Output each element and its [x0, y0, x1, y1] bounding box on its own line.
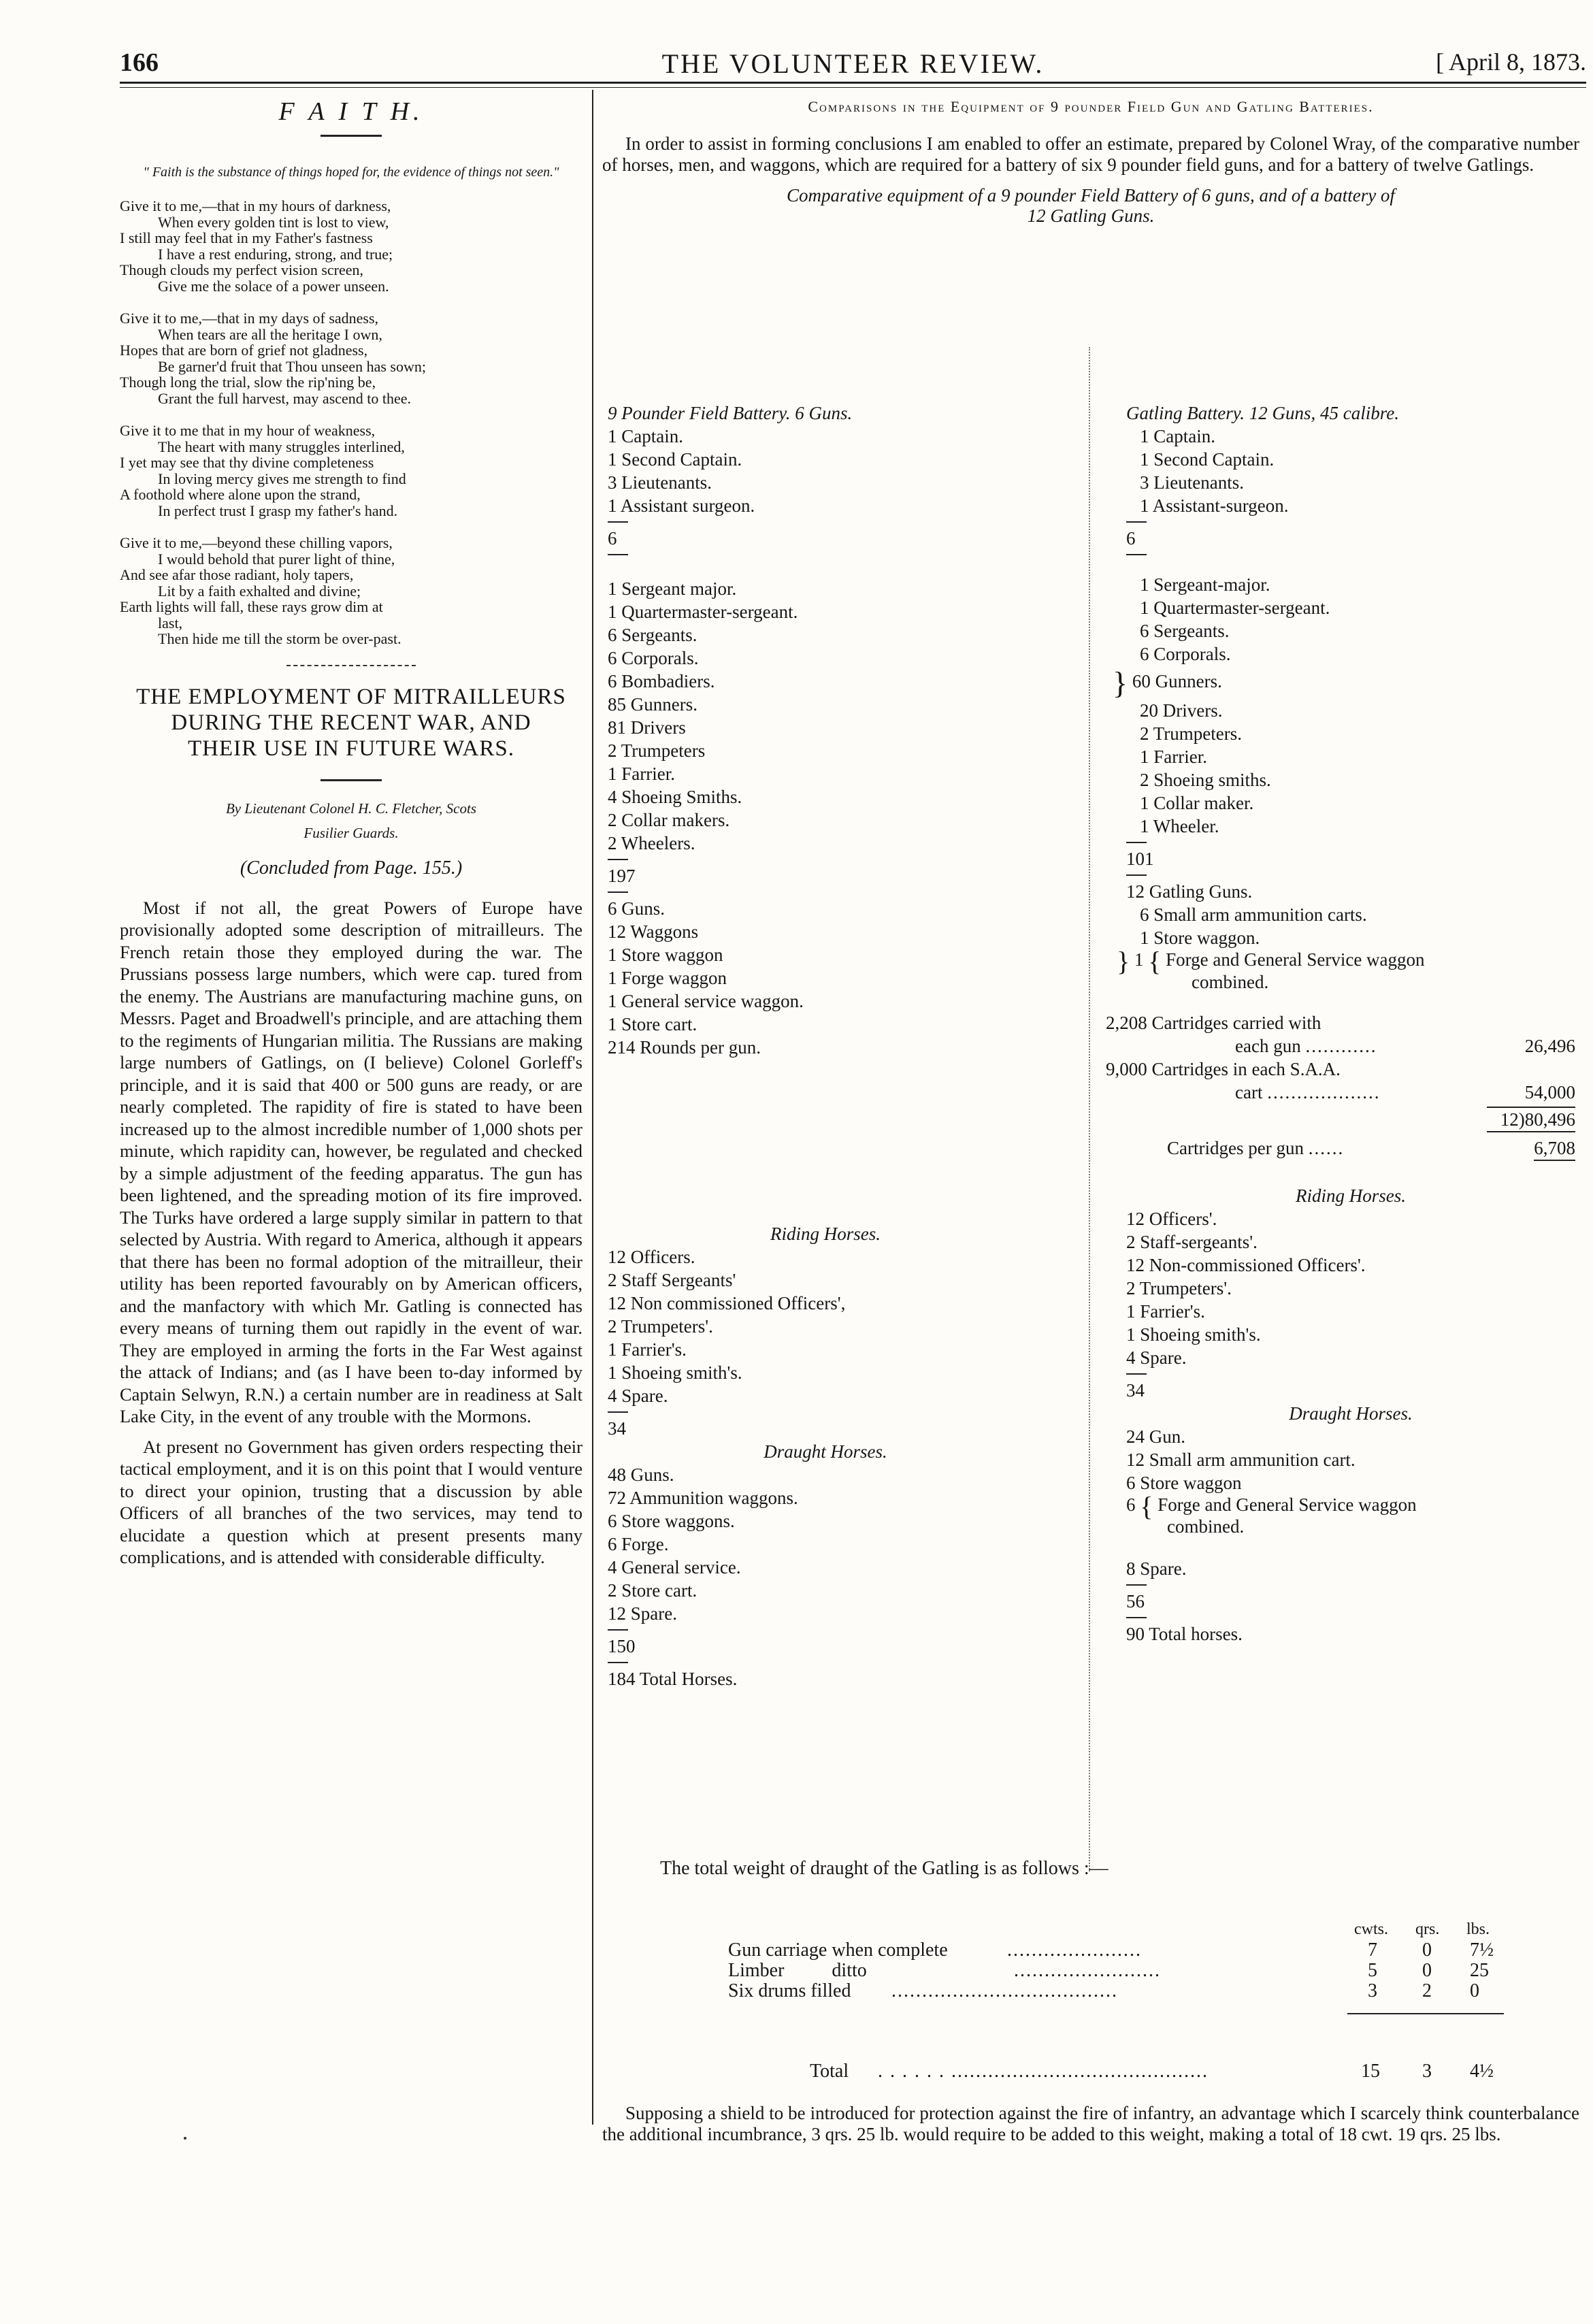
article-paragraph: At present no Government has given orders respecting their tactical employment, and it is on this point that I would venture to direct your opinion, trusting that a discussion by able Officers of all branches of the two services, may tend to elucidate a question which at present presents many complications, and is attended with considerable difficulty.: [120, 1436, 582, 1567]
list-item: 12 Non-commissioned Officers'.: [1126, 1254, 1366, 1275]
section-title: Comparisons in the Equipment of 9 pounder Field Gun and Gatling Batteries.: [808, 98, 1374, 115]
poem-line: Hopes that are born of grief not gladness,: [120, 342, 368, 359]
cartridge-label: Cartridges in each S.A.A.: [1151, 1058, 1341, 1079]
weight-row-label: Gun carriage when complete: [728, 1940, 948, 1961]
list-item: 12 Spare.: [608, 1603, 677, 1624]
sum-rule: [1487, 1131, 1575, 1132]
list-item: 2 Wheelers.: [608, 833, 695, 853]
left-column: [120, 88, 582, 1569]
poem-line: And see afar those radiant, holy tapers,: [120, 566, 354, 583]
sum-rule: [608, 1629, 628, 1631]
total-horses: 184 Total Horses.: [608, 1669, 738, 1689]
list-item: 2 Trumpeters: [608, 740, 706, 761]
list-item: 1 Second Captain.: [608, 449, 742, 470]
field-battery-heading: 9 Pounder Field Battery. 6 Guns.: [608, 403, 853, 423]
per-gun-row: [1126, 1136, 1575, 1160]
weight-sum-rule: [1347, 2013, 1504, 2014]
list-item: 12 Officers.: [608, 1247, 695, 1267]
list-item: 1 Forge waggon: [608, 968, 727, 988]
list-item: 1 Captain.: [608, 426, 683, 446]
draught-total: 150: [608, 1636, 636, 1656]
list-item: 8 Spare.: [1126, 1558, 1187, 1580]
weight-qrs: 0: [1422, 1940, 1432, 1961]
poem-line: I yet may see that thy divine completeness: [120, 454, 374, 471]
poem-title: F A I T H.: [278, 97, 424, 126]
article-title-line: THEIR USE IN FUTURE WARS.: [188, 736, 514, 761]
list-item: 6 Corporals.: [608, 648, 699, 668]
cartridge-sum: 12)80,496: [1500, 1109, 1575, 1130]
sum-rule: [1126, 874, 1147, 876]
poem-line: Grant the full harvest, may ascend to thee.: [158, 389, 412, 407]
list-item: 1 Wheeler.: [1140, 815, 1219, 836]
cartridge-row: [1106, 1058, 1575, 1081]
draught-horses-heading: Draught Horses.: [763, 1441, 887, 1462]
list-item: 6 Guns.: [608, 898, 666, 919]
draught-forge-row: [1126, 1490, 1575, 1537]
men-total: 101: [1126, 848, 1154, 869]
gunners-label: 60 Gunners.: [1132, 671, 1222, 691]
poem-line: last,: [158, 614, 183, 632]
sum-rule: [1126, 521, 1147, 523]
sum-rule: [1126, 554, 1147, 555]
list-item: 1 Store waggon: [608, 945, 723, 965]
header-rule-bottom: [120, 87, 1586, 88]
subtitle-line: Comparative equipment of a 9 pounder Field Battery of 6 guns, and of a battery of: [787, 185, 1395, 206]
poem-line: Then hide me till the storm be over-past.: [158, 630, 401, 647]
sum-rule: [608, 554, 628, 555]
list-item: 2 Shoeing smiths.: [1140, 769, 1271, 790]
leader-dots: ............: [1305, 1035, 1377, 1056]
cartridge-label-2: each gun: [1235, 1035, 1301, 1056]
brace-icon: }: [1113, 665, 1128, 700]
list-item: 81 Drivers: [608, 717, 686, 738]
leader-dots: ...................: [1267, 1081, 1381, 1102]
list-item: 1 Second Captain.: [1140, 449, 1275, 470]
poem-line: In perfect trust I grasp my father's hand.: [158, 502, 398, 519]
list-item: 72 Ammunition waggons.: [608, 1488, 798, 1508]
article-title-line: DURING THE RECENT WAR, AND: [171, 710, 531, 735]
per-gun-value: 6,708: [1534, 1136, 1575, 1161]
weight-table: [660, 1858, 1565, 2089]
poem-line: When tears are all the heritage I own,: [158, 325, 382, 343]
header-rule-top: [120, 82, 1586, 84]
weight-total-label: Total: [810, 2061, 849, 2082]
poem-line: When every golden tint is lost to view,: [158, 213, 389, 231]
poem-line: I would behold that purer light of thine,: [158, 550, 395, 568]
list-item: 6 Store waggon: [1126, 1472, 1242, 1493]
list-item: 1 Captain.: [1140, 426, 1215, 446]
table-subtitle: [602, 185, 1579, 226]
brace-icon: {: [1140, 1490, 1153, 1522]
riding-total: 34: [1126, 1379, 1145, 1401]
list-item: 3 Lieutenants.: [1140, 472, 1244, 493]
men-total: 197: [608, 866, 636, 886]
field-battery-column: [608, 402, 1043, 1690]
list-item: 1 Assistant-surgeon.: [1140, 495, 1289, 516]
table-center-divider: [1089, 347, 1090, 1871]
leader-dots: ......: [1308, 1137, 1345, 1158]
draught-forge-label: Forge and General Service waggon: [1157, 1494, 1417, 1515]
list-item: 214 Rounds per gun.: [608, 1037, 761, 1058]
weight-cwts: 7: [1368, 1940, 1377, 1961]
poem-line: Earth lights will fall, these rays grow dim at: [120, 598, 383, 615]
cartridge-qty: 9,000: [1106, 1058, 1147, 1079]
list-item: 3 Lieutenants.: [608, 472, 712, 493]
poem-epigraph: " Faith is the substance of things hoped for, the evidence of things not seen.": [143, 165, 559, 180]
weight-header-lbs: lbs.: [1466, 1920, 1490, 1938]
list-item: 1 Collar maker.: [1140, 792, 1254, 813]
brace-icon: {: [1148, 945, 1162, 977]
article-byline: [120, 796, 582, 845]
weight-qrs: 2: [1422, 1980, 1432, 2001]
cartridge-value: 26,496: [1524, 1035, 1575, 1056]
list-item: 1 Store cart.: [608, 1014, 697, 1034]
cartridge-qty: 2,208: [1106, 1012, 1147, 1033]
list-item: 1 Farrier.: [608, 764, 675, 784]
sum-rule: [608, 521, 628, 523]
cartridge-value: 54,000: [1524, 1081, 1575, 1102]
sum-rule: [1126, 842, 1147, 843]
continued-note: (Concluded from Page. 155.): [240, 857, 463, 879]
list-item: 48 Guns.: [608, 1464, 674, 1485]
poem-line: Be garner'd fruit that Thou unseen has sown;: [158, 357, 426, 375]
article-title: [120, 684, 582, 762]
poem-line: Give it to me,—that in my days of sadness,: [120, 310, 379, 327]
list-item: 1 Sergeant-major.: [1140, 574, 1270, 595]
weight-qrs: 0: [1422, 1960, 1432, 1981]
weight-total-lbs: 4½: [1470, 2061, 1494, 2082]
ornament-divider: [286, 665, 416, 666]
cartridge-row: [1106, 1011, 1575, 1034]
riding-horses-heading: Riding Horses.: [1296, 1185, 1406, 1206]
list-item: 24 Gun.: [1126, 1426, 1185, 1447]
poem-line: Though clouds my perfect vision screen,: [120, 261, 364, 278]
right-column: [602, 88, 1579, 2144]
weight-intro: The total weight of draught of the Gatling is as follows :—: [660, 1858, 1108, 1879]
poem-line: Lit by a faith exhalted and divine;: [158, 582, 361, 600]
list-item: 2 Trumpeters'.: [608, 1316, 713, 1337]
list-item: 2 Trumpeters.: [1140, 723, 1243, 744]
list-item: 6 Forge.: [608, 1534, 669, 1554]
list-item: 6 Small arm ammunition carts.: [1140, 904, 1367, 925]
riding-total: 34: [608, 1418, 626, 1439]
poem-line: Give it to me,—that in my hours of darkness,: [120, 197, 391, 214]
list-item: 85 Gunners.: [608, 694, 697, 715]
cartridge-label-2: cart: [1235, 1081, 1263, 1102]
forge-label: Forge and General Service waggon: [1166, 949, 1425, 970]
poem-title-rule: [321, 135, 382, 137]
list-item: 4 General service.: [608, 1557, 741, 1577]
list-item: 1 Shoeing smith's.: [608, 1362, 742, 1383]
cartridge-row-cont: [1126, 1081, 1575, 1104]
list-item: 6 Sergeants.: [1140, 621, 1230, 641]
list-item: 1 Sergeant major.: [608, 578, 737, 599]
total-horses: 90 Total horses.: [1126, 1624, 1243, 1645]
gatling-battery-column: [1106, 402, 1575, 1646]
sum-rule: [1126, 1373, 1147, 1375]
weight-header-qrs: qrs.: [1415, 1920, 1440, 1938]
article-title-line: THE EMPLOYMENT OF MITRAILLEURS: [136, 684, 566, 709]
poem-line: In loving mercy gives me strength to find: [158, 470, 406, 487]
poem-stanza-3: [120, 423, 582, 519]
per-gun-label: Cartridges per gun: [1167, 1137, 1304, 1158]
page-number: 166: [120, 48, 159, 77]
officers-total: 6: [1126, 528, 1136, 549]
poem-line: I have a rest enduring, strong, and true;: [158, 245, 393, 263]
page-header: [120, 48, 1586, 79]
weight-header-cwts: cwts.: [1354, 1920, 1388, 1938]
column-divider: [592, 90, 593, 2125]
poem-stanza-4: [120, 535, 582, 647]
list-item: 6 Sergeants.: [608, 625, 697, 645]
intro-paragraph: In order to assist in forming conclusions I am enabled to offer an estimate, prepared by Colonel Wray, of the comparative number of horses, men, and waggons, which are required for a battery of six 9 pounder field guns, and for a battery of twelve Gatlings.: [602, 133, 1579, 175]
weight-lbs: 0: [1470, 1980, 1479, 2001]
poem-line: Give it to me that in my hour of weakness,: [120, 422, 376, 439]
gunners-row: [1113, 665, 1575, 700]
sum-rule: [608, 891, 628, 893]
sum-rule: [608, 1662, 628, 1663]
list-item: 12 Non commissioned Officers',: [608, 1293, 846, 1313]
weight-cwts: 5: [1368, 1960, 1377, 1981]
poem-stanza-2: [120, 310, 582, 406]
list-item: 1 Farrier's.: [608, 1339, 687, 1360]
draught-forge-qty: 6: [1126, 1494, 1136, 1515]
draught-total: 56: [1126, 1591, 1145, 1612]
poem-line: A foothold where alone upon the strand,: [120, 486, 361, 503]
weight-cwts: 3: [1368, 1980, 1377, 2001]
list-item: 12 Officers'.: [1126, 1208, 1217, 1229]
list-item: 2 Store cart.: [608, 1580, 697, 1601]
poem-line: Though long the trial, slow the rip'ning be,: [120, 374, 376, 391]
list-item: 1 Assistant surgeon.: [608, 495, 755, 516]
cartridge-row-cont: [1126, 1034, 1575, 1058]
poem-line: Give me the solace of a power unseen.: [158, 277, 389, 295]
sum-rule: [608, 1411, 628, 1413]
issue-date: [ April 8, 1873.: [1436, 48, 1586, 76]
list-item: 1 Farrier.: [1140, 746, 1207, 767]
list-item: 6 Corporals.: [1140, 644, 1231, 664]
leader-dots: . . . . . . ..........................................: [878, 2061, 1209, 2082]
list-item: 1 Quartermaster-sergeant.: [608, 602, 798, 622]
list-item: 12 Waggons: [608, 921, 699, 942]
gatling-battery-heading: Gatling Battery. 12 Guns, 45 calibre.: [1126, 403, 1399, 423]
article-paragraph: Most if not all, the great Powers of Europe have provisionally adopted some description of mitrailleurs. The French retain those they employed during the war. The Prussians possess large numbers, which were cap. tured from the enemy. The Austrians are manufacturing machine guns, on Messrs. Paget and Broadwell's principle, and are attaching them to the regiments of Hungarian militia. The Russians are making large numbers of Gatlings, on (I believe) Colonel Gorleff's principle, and it is said that 400 or 500 guns are ready, or are nearly completed. The rapidity of fire is stated to have been increased up to the almost incredible number of 1,000 shots per minute, which rapidity can, however, be regulated and checked by a simple adjustment of the feeding apparatus. The gun has been lightened, and the spreading motion of its fire improved. The Turks have ordered a large supply similar in pattern to that selected by Austria. With regard to America, although it appears that there has been no formal adoption of the mitrailleur, their utility has been reported favourably on by American officers, and the manfactory with which Mr. Gatling is connected has every means of turning them out rapidly in the event of war. They are employed in arming the forts in the Far West against the attack of Indians; and (as I have been to-day informed by Captain Selwyn, R.N.) a certain number are in readiness at Salt Lake City, in the event of any trouble with the Mormons.: [120, 897, 582, 1426]
list-item: 6 Store waggons.: [608, 1511, 735, 1531]
byline-line: By Lieutenant Colonel H. C. Fletcher, Scots: [225, 800, 477, 817]
draught-horses-heading: Draught Horses.: [1289, 1403, 1413, 1424]
poem-line: Give it to me,—beyond these chilling vapors,: [120, 534, 393, 551]
list-item: 1 General service waggon.: [608, 991, 804, 1011]
stray-mark: [184, 2137, 186, 2140]
brace-icon: }: [1117, 945, 1130, 977]
leader-dots: ......................: [1007, 1940, 1142, 1961]
leader-dots: .....................................: [891, 1980, 1118, 2001]
byline-line: Fusilier Guards.: [303, 824, 399, 841]
sum-rule: [608, 859, 628, 860]
poem-line: I still may feel that in my Father's fastness: [120, 229, 373, 246]
list-item: 2 Staff Sergeants': [608, 1270, 736, 1290]
sum-rule: [1126, 1617, 1147, 1618]
list-item: 12 Gatling Guns.: [1126, 881, 1253, 902]
poem-line: The heart with many struggles interlined,: [158, 438, 405, 455]
list-item: 1 Quartermaster-sergeant.: [1140, 598, 1330, 618]
weight-total-qrs: 3: [1422, 2061, 1432, 2082]
weight-row-label: Limber ditto: [728, 1960, 867, 1981]
list-item: 20 Drivers.: [1140, 700, 1223, 721]
officers-total: 6: [608, 528, 617, 549]
list-item: 2 Staff-sergeants'.: [1126, 1231, 1258, 1252]
forge-label-2: combined.: [1192, 971, 1269, 992]
list-item: 1 Store waggon.: [1140, 927, 1260, 948]
forge-waggon-row: [1117, 945, 1575, 992]
forge-qty: 1: [1134, 949, 1144, 970]
weight-lbs: 7½: [1470, 1940, 1494, 1961]
list-item: 4 Spare.: [1126, 1347, 1187, 1368]
title-rule: [321, 779, 382, 781]
closing-paragraph: Supposing a shield to be introduced for protection against the fire of infantry, an advantage which I scarcely think counterbalance the additional incumbrance, 3 qrs. 25 lb. would require to be added to this weight, making a total of 18 cwt. 19 qrs. 25 lbs.: [602, 2103, 1579, 2144]
list-item: 4 Spare.: [608, 1386, 668, 1406]
riding-horses-heading: Riding Horses.: [770, 1224, 881, 1244]
list-item: 2 Trumpeters'.: [1126, 1277, 1232, 1298]
newspaper-title: THE VOLUNTEER REVIEW.: [661, 48, 1045, 79]
poem-stanza-1: [120, 198, 582, 294]
draught-forge-label-2: combined.: [1167, 1516, 1245, 1537]
list-item: 2 Collar makers.: [608, 810, 730, 830]
weight-row-label: Six drums filled: [728, 1980, 851, 2001]
list-item: 4 Shoeing Smiths.: [608, 787, 742, 807]
weight-total-cwts: 15: [1361, 2061, 1380, 2082]
list-item: 1 Shoeing smith's.: [1126, 1324, 1261, 1345]
weight-lbs: 25: [1470, 1960, 1489, 1981]
leader-dots: ........................: [1014, 1960, 1161, 1981]
cartridge-label: Cartridges carried with: [1151, 1012, 1321, 1033]
list-item: 12 Small arm ammunition cart.: [1126, 1449, 1356, 1470]
sum-rule: [1126, 1584, 1147, 1586]
list-item: 6 Bombadiers.: [608, 671, 715, 691]
subtitle-line: 12 Gatling Guns.: [1027, 206, 1155, 226]
list-item: 1 Farrier's.: [1126, 1300, 1205, 1322]
